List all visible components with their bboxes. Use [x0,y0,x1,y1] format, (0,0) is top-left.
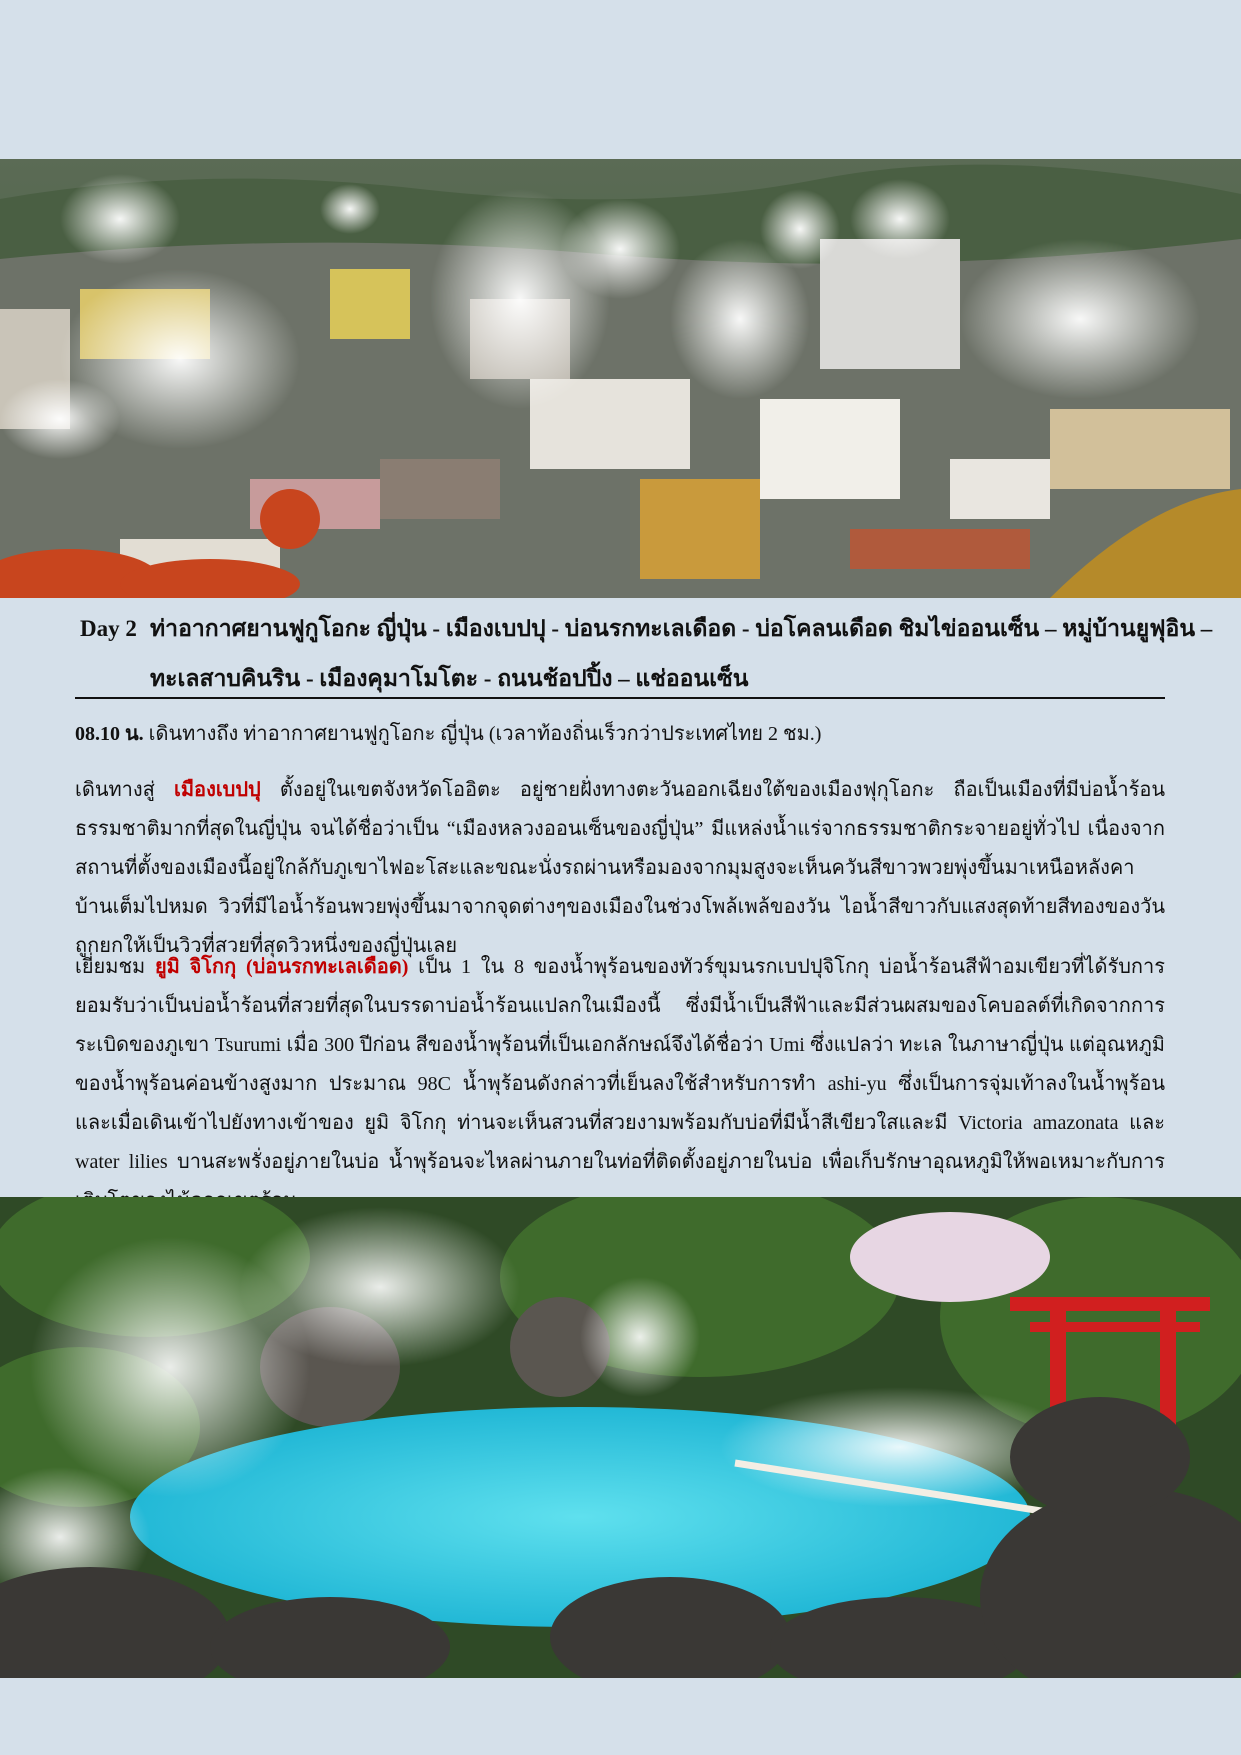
umi-prefix: เยี่ยมชม [75,956,155,978]
umi-jigoku-paragraph [75,948,1165,1221]
day-label: Day 2 [80,616,137,641]
beppu-paragraph [75,771,1165,966]
umi-highlight: ยูมิ จิโกกุ (บ่อนรกทะเลเดือด) [154,956,409,978]
umi-jigoku-photo [0,1197,1241,1678]
schedule-line [75,715,1165,754]
schedule-time: 08.10 น. [75,723,144,745]
beppu-body: ตั้งอยู่ในเขตจังหวัดโออิตะ อยู่ชายฝั่งทางตะวันออกเฉียงใต้ของเมืองฟุกุโอกะ ถือเป็นเมืองที่มีบ่อน้ำร้อนธรรมชาติมากที่สุดในญี่ปุ่น จนได้ชื่อว่าเป็น “เมืองหลวงออนเซ็นของญี่ปุ่น” มีแหล่งน้ำแร่จากธรรมชาติกระจายอยู่ทั่วไป เนื่องจากสถานที่ตั้งของเมืองนี้อยู่ใกล้กับภูเขาไฟอะโสะและขณะนั่งรถผ่านหรือมองจากมุมสูงจะเห็นควันสีขาวพวยพุ่งขึ้นมาเหนือหลังคาบ้านเต็มไปหมด วิวที่มีไอน้ำร้อนพวยพุ่งขึ้นมาจากจุดต่างๆของเมืองในช่วงโพล้เพล้ของวัน ไอน้ำสีขาวกับแสงสุดท้ายสีทองของวันถูกยกให้เป็นวิวที่สวยที่สุดวิวหนึ่งของญี่ปุ่นเลย [75,779,1165,957]
umi-body: เป็น 1 ใน 8 ของน้ำพุร้อนของทัวร์ขุมนรกเบปปุจิโกกุ บ่อน้ำร้อนสีฟ้าอมเขียวที่ได้รับการยอมรับว่าเป็นบ่อน้ำร้อนที่สวยที่สุดในบรรดาบ่อน้ำร้อนแปลกในเมืองนี้ ซึ่งมีน้ำเป็นสีฟ้าและมีส่วนผสมของโคบอลต์ที่เกิดจากการระเบิดของภูเขา Tsurumi เมื่อ 300 ปีก่อน สีของน้ำพุร้อนที่เป็นเอกลักษณ์จึงได้ชื่อว่า Umi ซึ่งแปลว่า ทะเล ในภาษาญี่ปุ่น แต่อุณหภูมิของน้ำพุร้อนค่อนข้างสูงมาก ประมาณ 98C น้ำพุร้อนดังกล่าวที่เย็นลงใช้สำหรับการทำ ashi-yu ซึ่งเป็นการจุ่มเท้าลงในน้ำพุร้อน และเมื่อเดินเข้าไปยังทางเข้าของ ยูมิ จิโกกุ ท่านจะเห็นสวนที่สวยงามพร้อมกับบ่อที่มีน้ำสีเขียวใสและมี Victoria amazonata และ water lilies บานสะพรั่งอยู่ภายในบ่อ น้ำพุร้อนจะไหลผ่านภายในท่อที่ติดตั้งอยู่ภายในบ่อ เพื่อเก็บรักษาอุณหภูมิให้พอเหมาะกับการ [75,956,1165,1173]
beppu-highlight: เมืองเบปปุ [174,779,261,801]
schedule-text: เดินทางถึง ท่าอากาศยานฟูกูโอกะ ญี่ปุ่น (เวลาท้องถิ่นเร็วกว่าประเทศไทย 2 ชม.) [143,723,822,745]
heading-divider [75,697,1165,699]
route-line-1: ท่าอากาศยานฟูกูโอกะ ญี่ปุ่น - เมืองเบปปุ - บ่อนรกทะเลเดือด - บ่อโคลนเดือด ชิมไข่ออนเซ็น – หมู่บ้านยูฟุอิน – [150,616,1213,641]
beppu-town-photo [0,159,1241,598]
route-line-2: ทะเลสาบคินริน - เมืองคุมาโมโตะ - ถนนช้อปปิ้ง – แช่ออนเซ็น [150,666,749,691]
beppu-prefix: เดินทางสู่ [75,779,175,801]
